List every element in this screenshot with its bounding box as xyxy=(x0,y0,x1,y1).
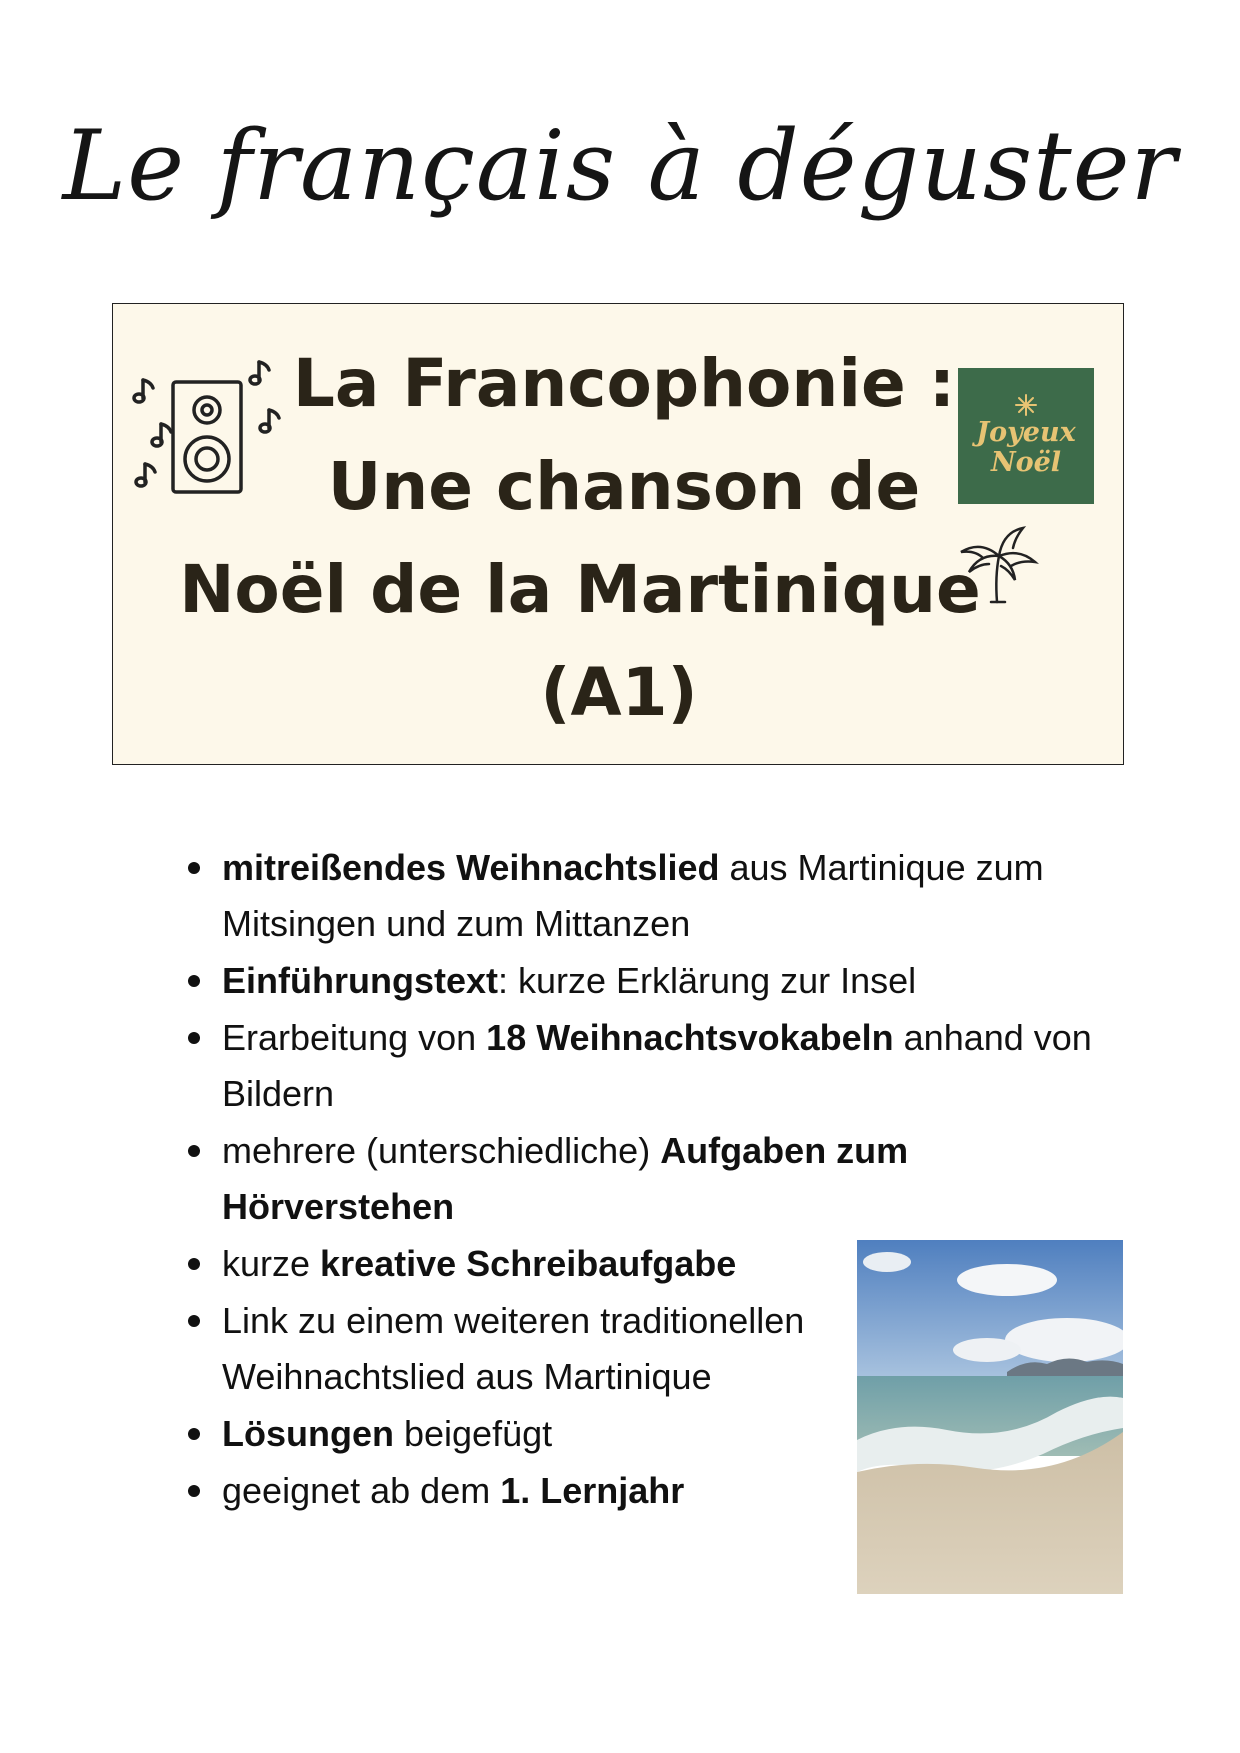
feature-highlight: Aufgaben zum Hörverstehen xyxy=(222,1130,909,1227)
feature-highlight: Lösungen xyxy=(222,1413,394,1454)
joyeux-noel-card-image xyxy=(958,368,1094,504)
feature-text: Erarbeitung von xyxy=(222,1017,487,1058)
feature-highlight: Einführungstext xyxy=(222,960,498,1001)
feature-text: Link zu einem weiteren traditionellen Weihnachtslied aus Martinique xyxy=(222,1300,805,1397)
feature-highlight: kreative Schreibaufgabe xyxy=(320,1243,737,1284)
card-text: Noël xyxy=(990,447,1062,478)
feature-item xyxy=(180,840,1100,952)
title-line: Noël de la Martinique xyxy=(179,551,981,628)
feature-text: anhand von Bildern xyxy=(222,1017,1092,1114)
level-label: (A1) xyxy=(540,654,698,731)
feature-highlight: 1. Lernjahr xyxy=(500,1470,685,1511)
feature-item xyxy=(180,1293,812,1405)
feature-item xyxy=(180,953,1100,1009)
feature-item xyxy=(180,1010,1100,1122)
card-text: Joyeux xyxy=(976,417,1076,448)
feature-highlight: mitreißendes Weihnachtslied xyxy=(222,847,720,888)
feature-text: beigefügt xyxy=(393,1413,553,1454)
feature-text: mehrere (unterschiedliche) xyxy=(222,1130,661,1171)
feature-text: kurze xyxy=(222,1243,321,1284)
feature-highlight: 18 Weihnachtsvokabeln xyxy=(486,1017,894,1058)
snowflake-icon xyxy=(1015,394,1037,416)
beach-photo xyxy=(857,1240,1123,1594)
title-line: Une chanson de xyxy=(327,448,921,525)
feature-item xyxy=(180,1123,1100,1235)
feature-text: geeignet ab dem xyxy=(222,1470,501,1511)
palm-tree-icon xyxy=(955,522,1039,606)
feature-text: : kurze Erklärung zur Insel xyxy=(498,960,917,1001)
brand-title: Le français à déguster xyxy=(62,110,1178,222)
title-box xyxy=(112,303,1124,765)
title-line: La Francophonie : xyxy=(292,345,956,422)
feature-text: aus Martinique zum Mitsingen und zum Mittanzen xyxy=(222,847,1044,944)
